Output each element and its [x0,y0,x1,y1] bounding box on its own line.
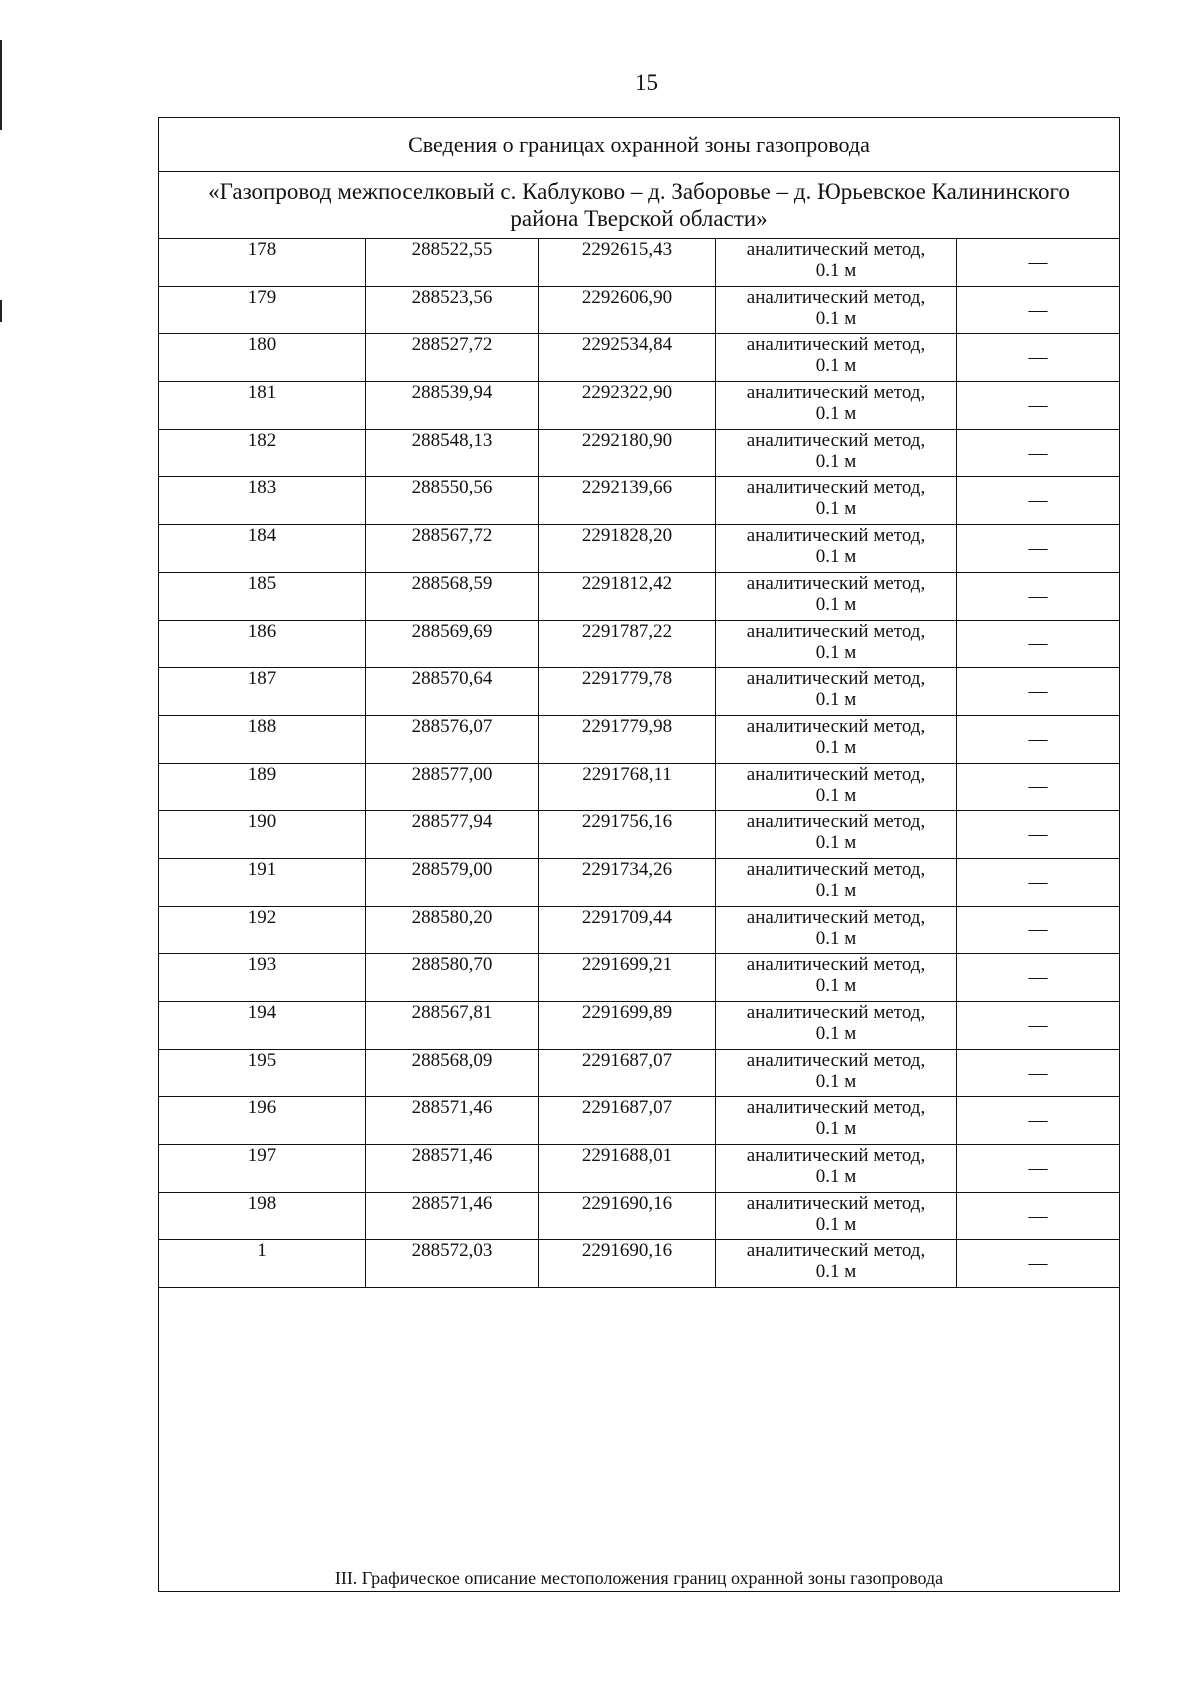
precision-text: 0.1 м [815,1213,857,1235]
x-coordinate-cell: 288548,13 [366,429,539,477]
object-name: «Газопровод межпоселковый с. Каблуково – д. Заборовье – д. Юрьевское Калининского района Тверской области» [159,172,1119,239]
table-row [159,715,1119,763]
description-cell: — [957,572,1120,620]
description-cell: — [957,1002,1120,1050]
y-coordinate-cell: 2292615,43 [539,239,716,286]
precision-text: 0.1 м [815,260,857,281]
precision-text: 0.1 м [815,1166,857,1188]
page-number: 15 [635,70,658,95]
method-cell [716,286,957,334]
y-coordinate-cell: 2292322,90 [539,382,716,430]
y-coordinate-cell: 2291779,98 [539,715,716,763]
precision-text: 0.1 м [815,832,857,854]
precision-text: 0.1 м [815,641,857,663]
y-coordinate-cell: 2291687,07 [539,1049,716,1097]
scan-edge-mark-middle [0,300,2,322]
method-text: аналитический метод, [746,525,926,547]
x-coordinate-cell: 288571,46 [366,1145,539,1193]
point-number-cell: 194 [159,1002,366,1050]
x-coordinate-cell: 288570,64 [366,668,539,716]
table-row [159,763,1119,811]
precision-text: 0.1 м [815,1118,857,1140]
description-cell: — [957,286,1120,334]
table-row [159,858,1119,906]
y-coordinate-cell: 2291828,20 [539,525,716,573]
point-number-cell: 193 [159,954,366,1002]
precision-text: 0.1 м [815,975,857,997]
method-text: аналитический метод, [746,954,926,976]
point-number-cell: 181 [159,382,366,430]
method-text: аналитический метод, [746,239,926,260]
x-coordinate-cell: 288571,46 [366,1192,539,1240]
precision-text: 0.1 м [815,736,857,758]
method-cell [716,1145,957,1193]
point-number-cell: 182 [159,429,366,477]
point-number-cell: 195 [159,1049,366,1097]
method-text: аналитический метод, [746,1192,926,1214]
table-row [159,1145,1119,1193]
point-number-cell: 189 [159,763,366,811]
method-cell [716,668,957,716]
method-cell [716,239,957,286]
method-cell [716,334,957,382]
y-coordinate-cell: 2291699,21 [539,954,716,1002]
description-cell: — [957,334,1120,382]
method-text: аналитический метод, [746,477,926,499]
y-coordinate-cell: 2291787,22 [539,620,716,668]
table-row [159,334,1119,382]
method-text: аналитический метод, [746,1097,926,1119]
description-cell: — [957,1192,1120,1240]
y-coordinate-cell: 2291756,16 [539,811,716,859]
description-cell: — [957,1145,1120,1193]
x-coordinate-cell: 288568,09 [366,1049,539,1097]
table-row [159,906,1119,954]
point-number-cell: 196 [159,1097,366,1145]
point-number-cell: 192 [159,906,366,954]
precision-text: 0.1 м [815,403,857,425]
description-cell: — [957,382,1120,430]
method-cell [716,620,957,668]
y-coordinate-cell: 2291690,16 [539,1240,716,1288]
point-number-cell: 190 [159,811,366,859]
method-text: аналитический метод, [746,1145,926,1167]
table-row [159,620,1119,668]
method-text: аналитический метод, [746,715,926,737]
table-title: Сведения о границах охранной зоны газопровода [159,118,1119,172]
method-text: аналитический метод, [746,906,926,928]
method-cell [716,1002,957,1050]
point-number-cell: 197 [159,1145,366,1193]
point-number-cell: 198 [159,1192,366,1240]
table-row [159,1049,1119,1097]
table-row [159,811,1119,859]
y-coordinate-cell: 2291779,78 [539,668,716,716]
table-row [159,572,1119,620]
method-cell [716,906,957,954]
x-coordinate-cell: 288580,20 [366,906,539,954]
precision-text: 0.1 м [815,593,857,615]
section-caption: III. Графическое описание местоположения границ охранной зоны газопровода [334,1568,944,1588]
description-cell: — [957,715,1120,763]
table-row [159,477,1119,525]
precision-text: 0.1 м [815,1023,857,1044]
y-coordinate-cell: 2291768,11 [539,763,716,811]
y-coordinate-cell: 2291687,07 [539,1097,716,1145]
x-coordinate-cell: 288572,03 [366,1240,539,1288]
point-number-cell: 186 [159,620,366,668]
description-cell: — [957,620,1120,668]
precision-text: 0.1 м [815,450,857,472]
precision-text: 0.1 м [815,784,857,806]
method-cell [716,1192,957,1240]
method-text: аналитический метод, [746,382,926,404]
x-coordinate-cell: 288567,72 [366,525,539,573]
method-cell [716,811,957,859]
y-coordinate-cell: 2292606,90 [539,286,716,334]
description-cell: — [957,763,1120,811]
method-cell [716,429,957,477]
y-coordinate-cell: 2292180,90 [539,429,716,477]
y-coordinate-cell: 2291812,42 [539,572,716,620]
x-coordinate-cell: 288569,69 [366,620,539,668]
x-coordinate-cell: 288567,81 [366,1002,539,1050]
point-number-cell: 1 [159,1240,366,1288]
description-cell: — [957,954,1120,1002]
precision-text: 0.1 м [815,927,857,949]
coordinates-table [159,239,1119,1288]
method-text: аналитический метод, [746,858,926,880]
precision-text: 0.1 м [815,1261,857,1283]
method-cell [716,572,957,620]
table-row [159,668,1119,716]
y-coordinate-cell: 2292534,84 [539,334,716,382]
method-cell [716,954,957,1002]
method-text: аналитический метод, [746,763,926,785]
precision-text: 0.1 м [815,355,857,377]
x-coordinate-cell: 288523,56 [366,286,539,334]
description-cell: — [957,477,1120,525]
method-cell [716,1240,957,1288]
description-cell: — [957,858,1120,906]
x-coordinate-cell: 288527,72 [366,334,539,382]
precision-text: 0.1 м [815,689,857,711]
description-cell: — [957,811,1120,859]
table-row [159,954,1119,1002]
precision-text: 0.1 м [815,307,857,329]
x-coordinate-cell: 288539,94 [366,382,539,430]
precision-text: 0.1 м [815,879,857,901]
method-text: аналитический метод, [746,429,926,451]
x-coordinate-cell: 288580,70 [366,954,539,1002]
description-cell: — [957,1049,1120,1097]
point-number-cell: 188 [159,715,366,763]
point-number-cell: 184 [159,525,366,573]
table-row [159,382,1119,430]
method-cell [716,763,957,811]
method-cell [716,477,957,525]
point-number-cell: 185 [159,572,366,620]
point-number-cell: 183 [159,477,366,525]
point-number-cell: 191 [159,858,366,906]
table-row [159,1002,1119,1050]
x-coordinate-cell: 288571,46 [366,1097,539,1145]
method-cell [716,1097,957,1145]
point-number-cell: 178 [159,239,366,286]
y-coordinate-cell: 2291734,26 [539,858,716,906]
y-coordinate-cell: 2291709,44 [539,906,716,954]
table-row [159,286,1119,334]
description-cell: — [957,668,1120,716]
x-coordinate-cell: 288577,00 [366,763,539,811]
y-coordinate-cell: 2291699,89 [539,1002,716,1050]
method-cell [716,715,957,763]
method-cell [716,858,957,906]
document-sheet [158,117,1120,1592]
table-row [159,1097,1119,1145]
method-text: аналитический метод, [746,334,926,356]
table-row [159,1240,1119,1288]
precision-text: 0.1 м [815,546,857,568]
description-cell: — [957,525,1120,573]
point-number-cell: 179 [159,286,366,334]
x-coordinate-cell: 288577,94 [366,811,539,859]
point-number-cell: 187 [159,668,366,716]
description-cell: — [957,906,1120,954]
description-cell: — [957,429,1120,477]
x-coordinate-cell: 288550,56 [366,477,539,525]
table-row [159,1192,1119,1240]
method-cell [716,382,957,430]
precision-text: 0.1 м [815,1070,857,1092]
method-text: аналитический метод, [746,620,926,642]
method-cell [716,525,957,573]
x-coordinate-cell: 288568,59 [366,572,539,620]
method-text: аналитический метод, [746,286,926,308]
method-text: аналитический метод, [746,811,926,833]
table-row [159,239,1119,286]
table-row [159,525,1119,573]
y-coordinate-cell: 2291688,01 [539,1145,716,1193]
description-cell: — [957,1240,1120,1288]
precision-text: 0.1 м [815,498,857,520]
x-coordinate-cell: 288576,07 [366,715,539,763]
y-coordinate-cell: 2291690,16 [539,1192,716,1240]
x-coordinate-cell: 288522,55 [366,239,539,286]
method-text: аналитический метод, [746,1240,926,1262]
coordinates-table-body [159,239,1119,1288]
y-coordinate-cell: 2292139,66 [539,477,716,525]
point-number-cell: 180 [159,334,366,382]
description-cell: — [957,1097,1120,1145]
description-cell: — [957,239,1120,286]
table-row [159,429,1119,477]
method-text: аналитический метод, [746,668,926,690]
method-text: аналитический метод, [746,1002,926,1023]
method-text: аналитический метод, [746,1049,926,1071]
method-text: аналитический метод, [746,572,926,594]
method-cell [716,1049,957,1097]
x-coordinate-cell: 288579,00 [366,858,539,906]
